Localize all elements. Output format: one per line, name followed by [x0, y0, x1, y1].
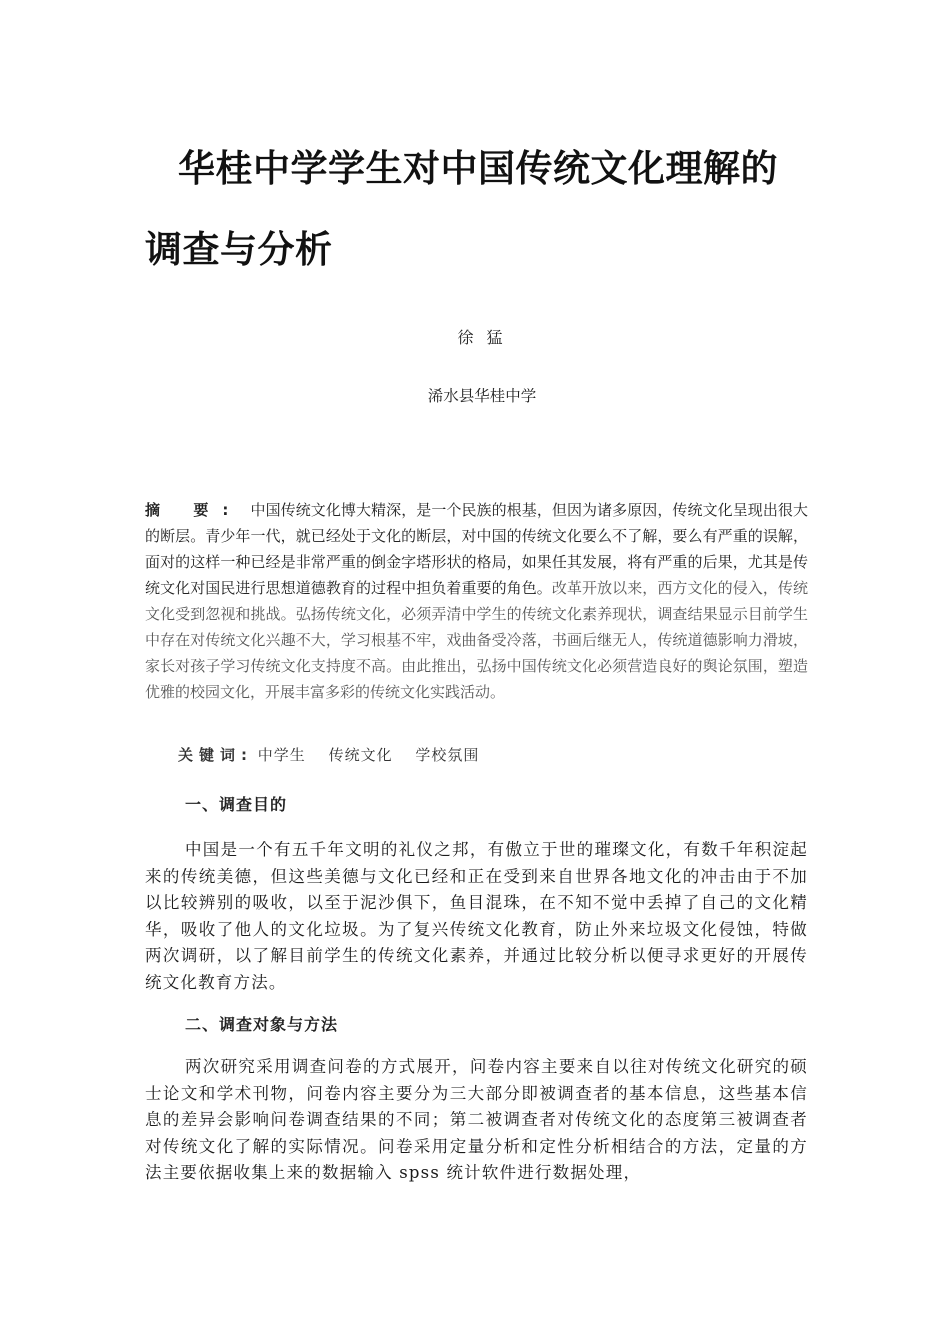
abstract	[145, 497, 808, 705]
keywords	[178, 744, 497, 765]
keyword-item: 传统文化	[328, 746, 393, 764]
section-paragraph: 中国是一个有五千年文明的礼仪之邦，有傲立于世的璀璨文化，有数千年积淀起来的传统美德，但这些美德与文化已经和正在受到来自世界各地文化的冲击由于不加以比较辨别的吸收，以至于泥沙俱下，鱼目混珠，在不知不觉中丢掉了自己的文化精华，吸收了他人的文化垃圾。为了复兴传统文化教育，防止外来垃圾文化侵蚀，特做两次调研，以了解目前学生的传统文化素养，并通过比较分析以便寻求更好的开展传统文化教育方法。	[145, 840, 808, 992]
section-paragraph: 两次研究采用调查问卷的方式展开，问卷内容主要来自以往对传统文化研究的硕士论文和学术刊物，问卷内容主要分为三大部分即被调查者的基本信息，这些基本信息的差异会影响问卷调查结果的不同；第二被调查者对传统文化的态度第三被调查者对传统文化了解的实际情况。问卷采用定量分析和定性分析相结合的方法，定量的方法主要依据收集上来的数据输入 spss 统计软件进行数据处理，	[145, 1057, 808, 1182]
paper-title: 华桂中学学生对中国传统文化理解的调查与分析	[145, 147, 778, 271]
section-heading: 一、调查目的	[185, 795, 288, 814]
author-name: 徐 猛	[457, 328, 507, 347]
keywords-label: 关键词:	[178, 746, 253, 764]
author-affiliation: 浠水县华桂中学	[427, 387, 537, 405]
section-heading: 二、调查对象与方法	[185, 1015, 339, 1034]
abstract-text-part2: 改革开放以来，西方文化的侵入，传统文化受到忽视和挑战。弘扬传统文化，必须弄清中学生的传统文化素养现状，调查结果显示目前学生中存在对传统文化兴趣不大，学习根基不牢，戏曲备受冷落，书画后继无人，传统道德影响力滑坡，家长对孩子学习传统文化支持度不高。由此推出，弘扬中国传统文化必须营造良好的舆论氛围，塑造优雅的校园文化，开展丰富多彩的传统文化实践活动。	[145, 579, 808, 701]
keyword-item: 学校氛围	[415, 746, 480, 764]
abstract-label: 摘 要:	[145, 501, 243, 519]
abstract-text-part1: 中国传统文化博大精深，是一个民族的根基，但因为诸多原因，传统文化呈现出很大的断层。青少年一代，就已经处于文化的断层，对中国的传统文化要么不了解，要么有严重的误解，面对的这样一种已经是非常严重的倒金字塔形状的格局，如果任其发展，将有严重的后果，尤其是传统文化对国民进行思想道德教育的过程中担负着重要的角色。	[145, 501, 808, 597]
keyword-item: 中学生	[257, 746, 306, 764]
